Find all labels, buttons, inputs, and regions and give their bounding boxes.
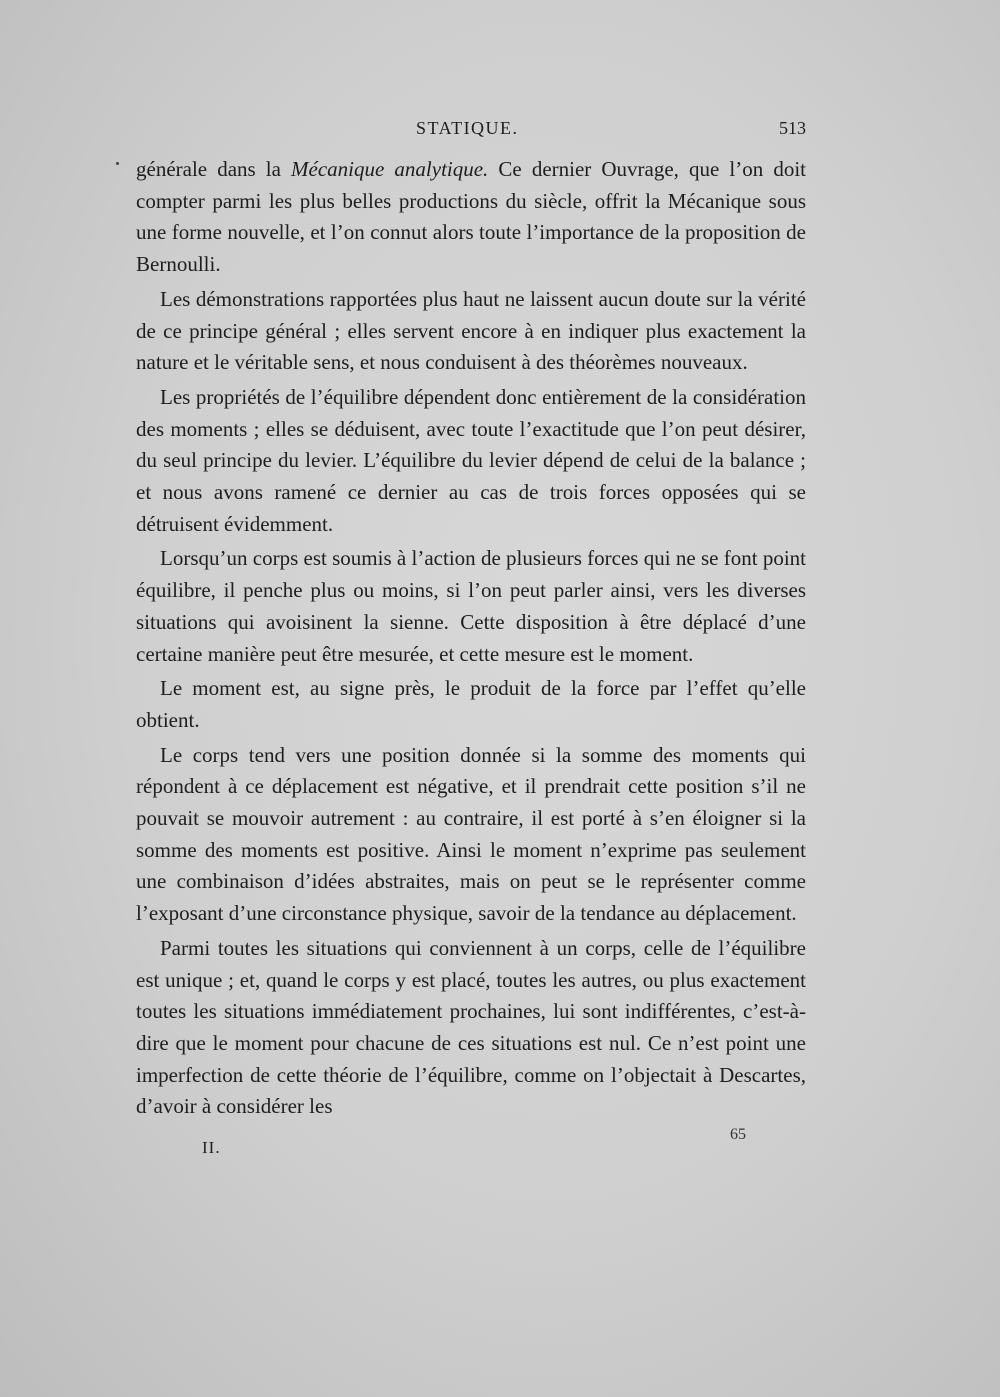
paragraph-text: Ce dernier Ouvrage, que l’on doit compter parmi les plus belles productions du siècle, offrit la Mécanique sous une forme nouvelle, et l’on connut alors toute l’importance de la proposition de Bernoulli.	[136, 157, 806, 277]
paragraph: Les démonstrations rapportées plus haut ne laissent aucun doute sur la vérité de ce principe général ; elles servent encore à en indiquer plus exactement la nature et le véritable sens, et nous conduisent à des théorèmes nouveaux.	[136, 286, 806, 375]
running-title: STATIQUE.	[416, 118, 519, 138]
margin-mark	[116, 162, 119, 165]
italic-book-title: Mécanique analytique.	[291, 157, 489, 181]
paragraph: Lorsqu’un corps est soumis à l’action de plusieurs forces qui ne se font point équilibre, il penche plus ou moins, si l’on peut parler ainsi, vers les diverses situations qui avoisinent la sienne. Cette disposition à être déplacé d’une certaine manière peut être mesurée, et cette mesure est le moment.	[136, 546, 806, 666]
paragraph: Le moment est, au signe près, le produit de la force par l’effet qu’elle obtient.	[136, 676, 806, 732]
paragraph	[136, 154, 806, 281]
page-text-block	[136, 118, 806, 1166]
sheet-number: 65	[730, 1126, 746, 1144]
paragraph: Parmi toutes les situations qui conviennent à un corps, celle de l’équilibre est unique ; et, quand le corps y est placé, toutes les autres, ou plus exactement toutes les situations immédiatement prochaines, lui sont indifférentes, c’est-à-dire que le moment pour chacune de ces situations est nul. Ce n’est point une imperfection de cette théorie de l’équilibre, comme on l’objectait à Descartes, d’avoir à considérer les	[136, 935, 806, 1119]
page-header	[136, 118, 806, 154]
paragraph: Les propriétés de l’équilibre dépendent donc entièrement de la considération des moments ; elles se déduisent, avec toute l’exactitude que l’on peut désirer, du seul principe du levier. L’équilibre du levier dépend de celui de la balance ; et nous avons ramené ce dernier au cas de trois forces opposées qui se détruisent évidemment.	[136, 384, 806, 536]
signature-mark: II.	[202, 1138, 221, 1158]
page-footer	[136, 1126, 806, 1166]
paragraph-text: générale dans la	[136, 157, 292, 181]
paragraph: Le corps tend vers une position donnée si la somme des moments qui répondent à ce déplacement est négative, et il prendrait cette position s’il ne pouvait se mouvoir autrement : au contraire, il est porté à s’en éloigner si la somme des moments est positive. Ainsi le moment n’exprime pas seulement une combinaison d’idées abstraites, mais on peut se le représenter comme l’exposant d’une circonstance physique, savoir de la tendance au déplacement.	[136, 742, 806, 926]
page-number: 513	[779, 118, 806, 138]
